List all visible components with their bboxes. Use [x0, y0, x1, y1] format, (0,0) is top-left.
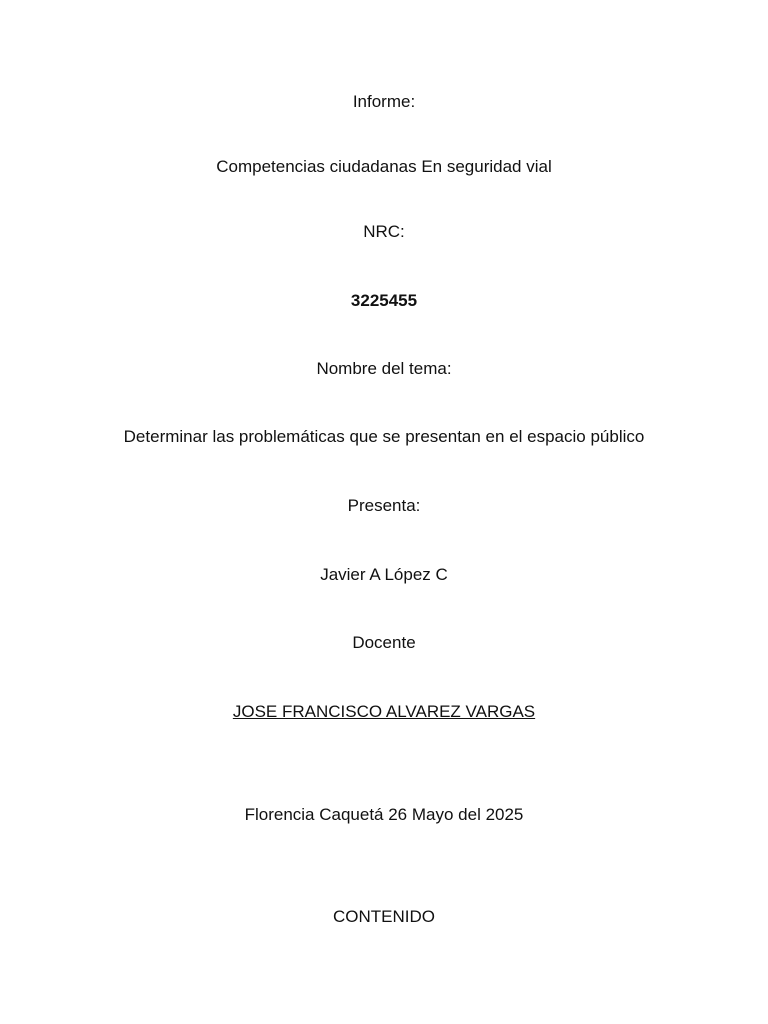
- contents-heading: CONTENIDO: [333, 907, 435, 926]
- topic-label: Nombre del tema:: [316, 359, 452, 378]
- presenter-label: Presenta:: [347, 496, 421, 515]
- presenter-name: Javier A López C: [320, 565, 448, 584]
- report-label: Informe:: [352, 92, 416, 111]
- nrc-value: 3225455: [350, 291, 418, 310]
- teacher-name: JOSE FRANCISCO ALVAREZ VARGAS: [232, 702, 536, 721]
- nrc-label: NRC:: [363, 222, 405, 241]
- topic-value: Determinar las problemáticas que se presentan en el espacio público: [123, 427, 645, 446]
- course-title: Competencias ciudadanas En seguridad vial: [216, 157, 552, 176]
- teacher-label: Docente: [352, 633, 416, 652]
- place-date: Florencia Caquetá 26 Mayo del 2025: [244, 805, 524, 824]
